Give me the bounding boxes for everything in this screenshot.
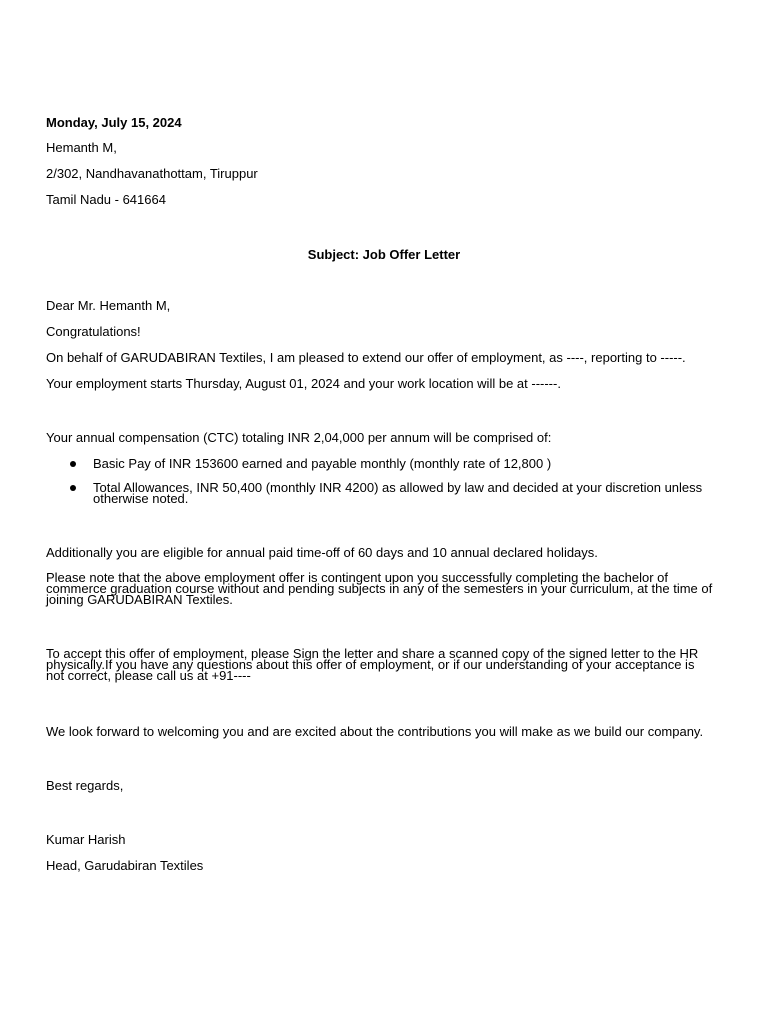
signatory-title: Head, Garudabiran Textiles [46,858,204,873]
offer-line: On behalf of GARUDABIRAN Textiles, I am pleased to extend our offer of employment, as ----, reporting to -----. [46,350,686,365]
regards-text: Best regards, [46,778,124,793]
address-line-1: 2/302, Nandhavanathottam, Tiruppur [46,166,258,181]
compensation-item-basic: Basic Pay of INR 153600 earned and payable monthly (monthly rate of 12,800 ) [93,456,552,471]
address-line-2: Tamil Nadu - 641664 [46,192,166,207]
contingency-paragraph: Please note that the above employment offer is contingent upon you successfully completing the bachelor of commerce graduation course without and pending subjects in any of the semesters in your curriculum, at the time of joining GARUDABIRAN Textiles. [46,570,713,607]
congratulations-text: Congratulations! [46,324,141,339]
start-date-line: Your employment starts Thursday, August 01, 2024 and your work location will be at ------. [46,376,561,391]
closing-line: We look forward to welcoming you and are excited about the contributions you will make as we build our company. [46,724,704,739]
salutation: Dear Mr. Hemanth M, [46,298,171,313]
acceptance-paragraph: To accept this offer of employment, please Sign the letter and share a scanned copy of the signed letter to the HR physically.If you have any questions about this offer of employment, or if our understanding of your acceptance is not correct, please call us at +91---- [46,646,699,683]
compensation-item-allowances: Total Allowances, INR 50,400 (monthly INR 4200) as allowed by law and decided at your discretion unless otherwise noted. [93,480,703,506]
list-item [66,458,716,469]
bullet-icon [70,461,76,467]
letter-date: Monday, July 15, 2024 [46,115,182,130]
recipient-name: Hemanth M, [46,140,117,155]
compensation-list [66,458,716,504]
bullet-icon [70,485,76,491]
compensation-intro: Your annual compensation (CTC) totaling INR 2,04,000 per annum will be comprised of: [46,430,552,445]
letter-subject: Subject: Job Offer Letter [307,247,461,262]
signatory-name: Kumar Harish [46,832,126,847]
time-off-line: Additionally you are eligible for annual paid time-off of 60 days and 10 annual declared holidays. [46,545,598,560]
list-item [66,482,716,504]
